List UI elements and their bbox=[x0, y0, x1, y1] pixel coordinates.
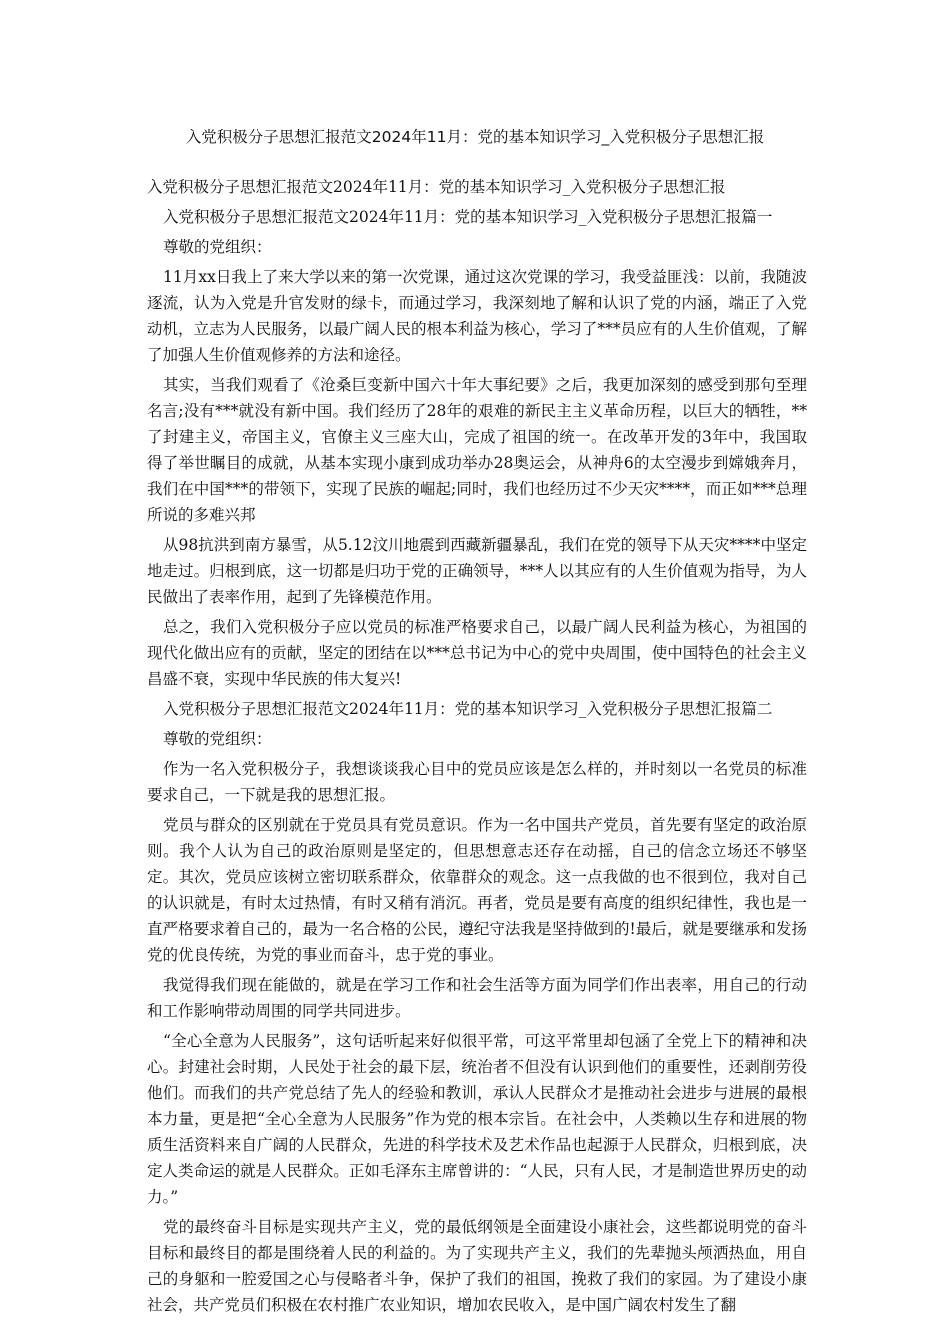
paragraph: 入党积极分子思想汇报范文2024年11月：党的基本知识学习_入党积极分子思想汇报篇二 bbox=[163, 700, 773, 718]
paragraph: 入党积极分子思想汇报范文2024年11月：党的基本知识学习_入党积极分子思想汇报篇一 bbox=[163, 208, 773, 226]
paragraph: 尊敬的党组织： bbox=[163, 238, 272, 256]
paragraph: 我觉得我们现在能做的，就是在学习工作和社会生活等方面为同学们作出表率，用自己的行动和工作影响带动周围的同学共同进步。 bbox=[147, 976, 807, 1020]
document-title: 入党积极分子思想汇报范文2024年11月：党的基本知识学习_入党积极分子思想汇报 bbox=[185, 128, 765, 146]
paragraph: 党员与群众的区别就在于党员具有党员意识。作为一名中国共产党员，首先要有坚定的政治原则。我个人认为自己的政治原则是坚定的，但思想意志还存在动摇，自己的信念立场还不够坚定。其次，党员应该树立密切联系群众，依靠群众的观念。这一点我做的也不很到位，我对自己的认识就是，有时太过热情，有时又稍有消沉。再者，党员是要有高度的组织纪律性，我也是一直严格要求着自己的，最为一名合格的公民，遵纪守法我是坚持做到的!最后，就是要继承和发扬党的优良传统，为党的事业而奋斗，忠于党的事业。 bbox=[147, 816, 807, 964]
paragraph: 其实，当我们观看了《沧桑巨变新中国六十年大事纪要》之后，我更加深刻的感受到那句至理名言;没有***就没有新中国。我们经历了28年的艰难的新民主主义革命历程，以巨大的牺牲，**了封建主义，帝国主义，官僚主义三座大山，完成了祖国的统一。在改革开发的3年中，我国取得了举世瞩目的成就，从基本实现小康到成功举办28奥运会，从神舟6的太空漫步到嫦娥奔月，我们在中国***的带领下，实现了民族的崛起;同时，我们也经历过不少天灾****，而正如***总理所说的多难兴邦 bbox=[147, 376, 807, 524]
paragraph: 尊敬的党组织： bbox=[163, 730, 272, 748]
paragraph: 入党积极分子思想汇报范文2024年11月：党的基本知识学习_入党积极分子思想汇报 bbox=[147, 178, 726, 196]
document-body bbox=[147, 174, 807, 1322]
paragraph: 11月xx日我上了来大学以来的第一次党课，通过这次党课的学习，我受益匪浅：以前，我随波逐流，认为入党是升官发财的绿卡，而通过学习，我深刻地了解和认识了党的内涵，端正了入党动机，立志为人民服务，以最广阔人民的根本利益为核心，学习了***员应有的人生价值观，了解了加强人生价值观修养的方法和途径。 bbox=[147, 268, 807, 364]
paragraph: 总之，我们入党积极分子应以党员的标准严格要求自己，以最广阔人民利益为核心，为祖国的现代化做出应有的贡献，坚定的团结在以***总书记为中心的党中央周围，使中国特色的社会主义昌盛不衰，实现中华民族的伟大复兴! bbox=[147, 618, 807, 688]
paragraph: “全心全意为人民服务”，这句话听起来好似很平常，可这平常里却包涵了全党上下的精神和决心。封建社会时期，人民处于社会的最下层，统治者不但没有认识到他们的重要性，还剥削劳役他们。而我们的共产党总结了先人的经验和教训，承认人民群众才是推动社会进步与进展的最根本力量，更是把“全心全意为人民服务”作为党的根本宗旨。在社会中，人类赖以生存和进展的物质生活资料来自广阔的人民群众，先进的科学技术及艺术作品也起源于人民群众，归根到底，决定人类命运的就是人民群众。正如毛泽东主席曾讲的：“人民，只有人民，才是制造世界历史的动力。” bbox=[147, 1032, 807, 1206]
paragraph: 党的最终奋斗目标是实现共产主义，党的最低纲领是全面建设小康社会，这些都说明党的奋斗目标和最终目的都是围绕着人民的利益的。为了实现共产主义，我们的先辈抛头颅洒热血，用自己的身躯和一腔爱国之心与侵略者斗争，保护了我们的祖国，挽救了我们的家园。为了建设小康社会，共产党员们积极在农村推广农业知识，增加农民收入，是中国广阔农村发生了翻 bbox=[147, 1218, 807, 1314]
paragraph: 从98抗洪到南方暴雪，从5.12汶川地震到西藏新疆暴乱，我们在党的领导下从天灾****中坚定地走过。归根到底，这一切都是归功于党的正确领导，***人以其应有的人生价值观为指导，为人民做出了表率作用，起到了先锋模范作用。 bbox=[147, 536, 807, 606]
paragraph: 作为一名入党积极分子，我想谈谈我心目中的党员应该是怎么样的，并时刻以一名党员的标准要求自己，一下就是我的思想汇报。 bbox=[147, 760, 807, 804]
